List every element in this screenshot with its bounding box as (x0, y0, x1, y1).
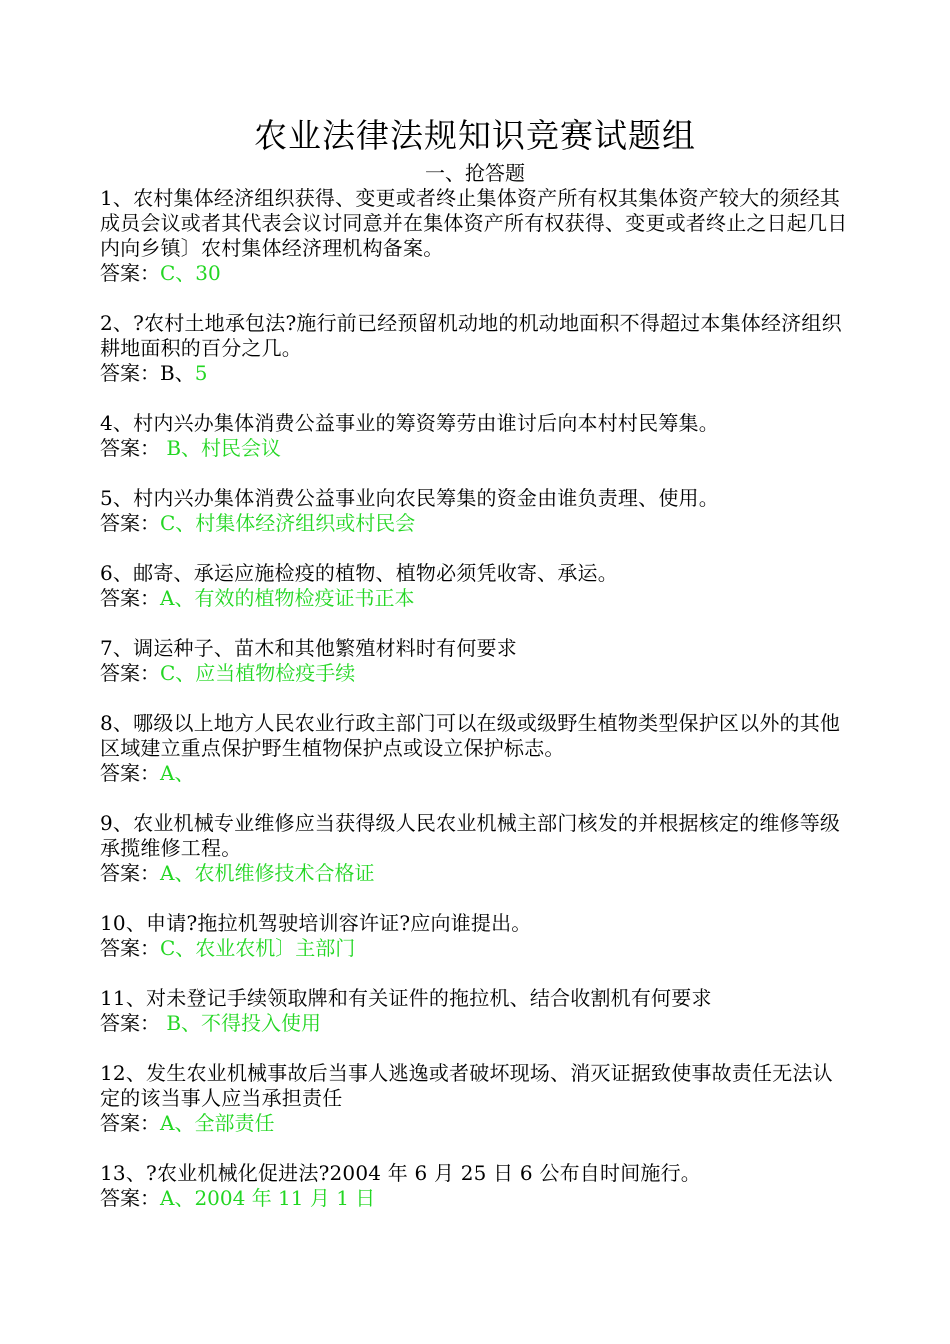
question-text: 5、村内兴办集体消费公益事业向农民筹集的资金由谁负责理、使用。 (100, 486, 719, 510)
answer-label: 答案： (100, 1111, 160, 1135)
answer-label: 答案： (100, 1011, 160, 1035)
answer-line (100, 936, 852, 961)
question-text: 8、哪级以上地方人民农业行政主部门可以在级或级野生植物类型保护区以外的其他区域建立重点保护野生植物保护点或设立保护标志。 (100, 711, 841, 760)
answer-label: 答案： (100, 511, 160, 535)
answer-value: C、村集体经济组织或村民会 (160, 511, 416, 535)
answer-line (100, 436, 852, 461)
answer-value: A、农机维修技术合格证 (160, 861, 375, 885)
answer-value: A、 (160, 761, 195, 785)
question-item (100, 311, 852, 386)
question-text: 1、农村集体经济组织获得、变更或者终止集体资产所有权其集体资产较大的须经其成员会议或者其代表会议讨同意并在集体资产所有权获得、变更或者终止之日起几日内向乡镇〕农村集体经济理机构备案。 (100, 186, 848, 260)
answer-label: 答案： (100, 761, 160, 785)
question-text: 11、对未登记手续领取牌和有关证件的拖拉机、结合收割机有何要求 (100, 986, 712, 1010)
answer-label: 答案： (100, 261, 160, 285)
question-item (100, 911, 852, 961)
question-text: 4、村内兴办集体消费公益事业的筹资筹劳由谁讨后向本村村民筹集。 (100, 411, 719, 435)
question-text: 10、申请?拖拉机驾驶培训容许证?应向谁提出。 (100, 911, 532, 935)
answer-label: 答案：B、 (100, 361, 195, 385)
question-item (100, 636, 852, 686)
question-text: 6、邮寄、承运应施检疫的植物、植物必须凭收寄、承运。 (100, 561, 618, 585)
answer-value: B、村民会议 (160, 436, 282, 460)
answer-line (100, 861, 852, 886)
question-item (100, 1161, 852, 1211)
answer-value: C、农业农机〕主部门 (160, 936, 356, 960)
answer-line (100, 1011, 852, 1036)
question-text: 12、发生农业机械事故后当事人逃逸或者破坏现场、消灭证据致使事故责任无法认定的该当事人应当承担责任 (100, 1061, 833, 1110)
section-heading: 一、抢答题 (425, 161, 525, 185)
question-item (100, 561, 852, 611)
answer-label: 答案： (100, 436, 160, 460)
answer-label: 答案： (100, 661, 160, 685)
answer-line (100, 1111, 852, 1136)
answer-line (100, 1186, 852, 1211)
question-list (100, 186, 852, 1236)
answer-value: C、30 (160, 261, 221, 285)
question-item (100, 811, 852, 886)
question-text: 2、?农村土地承包法?施行前已经预留机动地的机动地面积不得超过本集体经济组织耕地面积的百分之几。 (100, 311, 842, 360)
answer-value: A、有效的植物检疫证书正本 (160, 586, 415, 610)
question-item (100, 1061, 852, 1136)
answer-label: 答案： (100, 861, 160, 885)
document-title: 农业法律法规知识竞赛试题组 (254, 116, 696, 155)
question-text: 9、农业机械专业维修应当获得级人民农业机械主部门核发的并根据核定的维修等级承揽维修工程。 (100, 811, 841, 860)
answer-line (100, 586, 852, 611)
answer-label: 答案： (100, 936, 160, 960)
question-item (100, 186, 852, 286)
question-item (100, 711, 852, 786)
answer-value: C、应当植物检疫手续 (160, 661, 356, 685)
answer-value: A、2004 年 11 月 1 日 (160, 1186, 376, 1210)
answer-line (100, 661, 852, 686)
answer-value: A、全部责任 (160, 1111, 275, 1135)
answer-line (100, 361, 852, 386)
question-item (100, 486, 852, 536)
answer-line (100, 511, 852, 536)
answer-value: B、不得投入使用 (160, 1011, 322, 1035)
answer-label: 答案： (100, 586, 160, 610)
answer-line (100, 761, 852, 786)
question-item (100, 986, 852, 1036)
question-text: 13、?农业机械化促进法?2004 年 6 月 25 日 6 公布自时间施行。 (100, 1161, 701, 1185)
question-item (100, 411, 852, 461)
answer-value: 5 (194, 361, 208, 385)
question-text: 7、调运种子、苗木和其他繁殖材料时有何要求 (100, 636, 517, 660)
answer-line (100, 261, 852, 286)
answer-label: 答案： (100, 1186, 160, 1210)
